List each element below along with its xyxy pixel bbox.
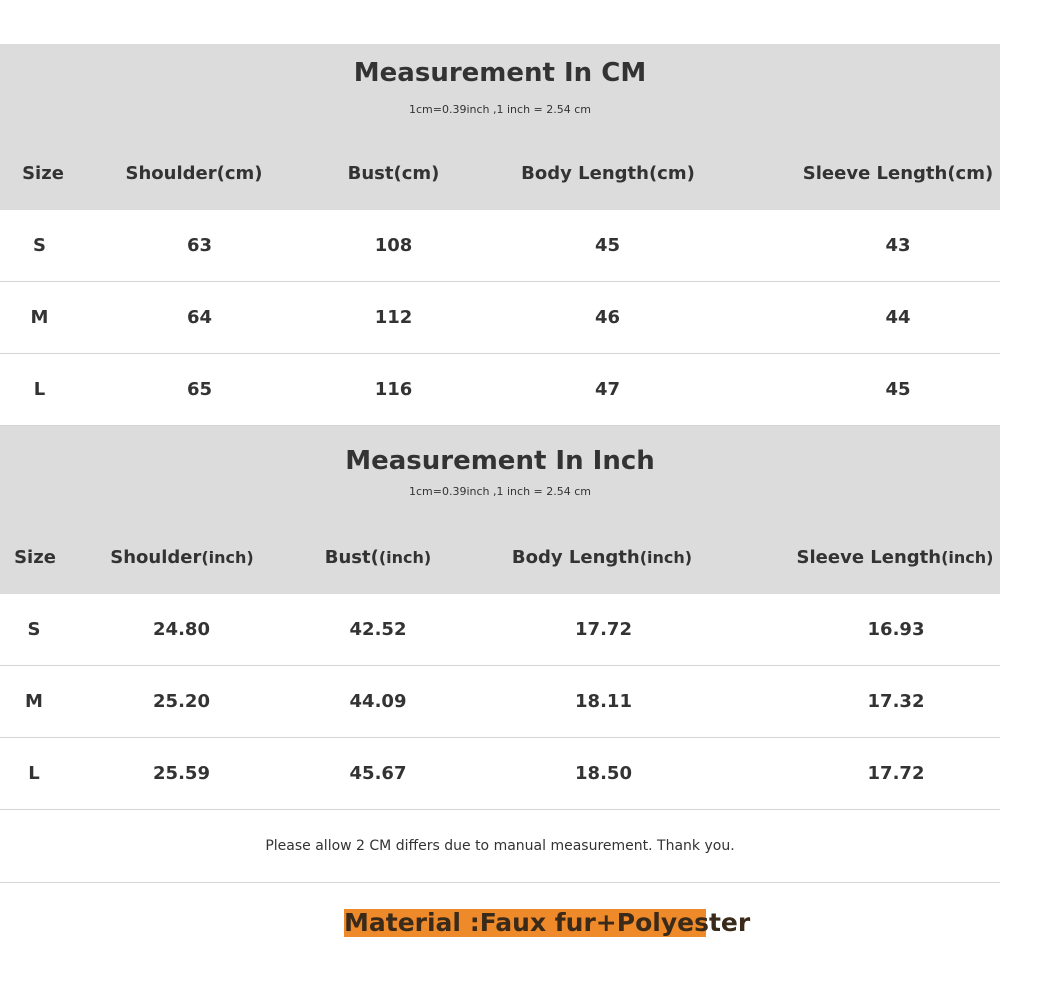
inch-header-sleeve-length-unit: (inch) — [941, 548, 994, 567]
shoulder-cell: 64 — [186, 307, 213, 328]
inch-header-bust-unit: (inch) — [378, 548, 432, 567]
cm-table-header — [0, 44, 1000, 210]
material-label: Material :Faux fur+Polyester — [344, 908, 751, 937]
body-length-cell: 17.72 — [575, 619, 632, 640]
shoulder-cell: 25.59 — [153, 763, 210, 784]
table-row — [0, 282, 1000, 354]
bust-cell: 108 — [374, 235, 413, 256]
body-length-cell: 18.11 — [575, 691, 632, 712]
table-row — [0, 210, 1000, 282]
cm-header-bust: Bust(cm) — [347, 163, 440, 184]
inch-header-sleeve-length-label: Sleeve Length — [796, 547, 942, 568]
material-row — [0, 883, 1000, 959]
inch-header-bust-label: Bust( — [324, 547, 379, 568]
bust-cell: 44.09 — [349, 691, 407, 712]
sleeve-length-cell: 17.32 — [867, 691, 925, 712]
table-row — [0, 738, 1000, 810]
size-cell: M — [30, 307, 49, 328]
size-cell: M — [25, 691, 43, 712]
bust-cell: 112 — [374, 307, 413, 328]
inch-header-body-length — [470, 538, 734, 578]
inch-header-size-label: Size — [14, 547, 56, 568]
cm-header-sleeve-length: Sleeve Length(cm) — [802, 163, 994, 184]
sleeve-length-cell: 44 — [885, 307, 911, 328]
inch-column-headers — [0, 538, 1000, 578]
cm-table-title: Measurement In CM — [353, 58, 647, 88]
table-row — [0, 354, 1000, 426]
size-chart — [0, 44, 1000, 959]
sleeve-length-cell: 43 — [885, 235, 911, 256]
cm-header-body-length: Body Length(cm) — [521, 163, 695, 184]
inch-table-body — [0, 594, 1000, 810]
bust-cell: 116 — [374, 379, 413, 400]
table-row — [0, 594, 1000, 666]
body-length-cell: 18.50 — [575, 763, 632, 784]
shoulder-cell: 63 — [186, 235, 213, 256]
size-cell: S — [27, 619, 41, 640]
table-row — [0, 666, 1000, 738]
cm-table-subtitle: 1cm=0.39inch ,1 inch = 2.54 cm — [408, 103, 591, 116]
size-cell: L — [33, 379, 46, 400]
inch-header-shoulder — [80, 538, 284, 578]
shoulder-cell: 24.80 — [153, 619, 210, 640]
shoulder-cell: 25.20 — [153, 691, 210, 712]
inch-header-body-length-unit: (inch) — [639, 548, 693, 567]
cm-header-size: Size — [22, 163, 64, 184]
measurement-note-row — [0, 810, 1000, 883]
size-cell: L — [28, 763, 40, 784]
sleeve-length-cell: 16.93 — [867, 619, 925, 640]
body-length-cell: 45 — [594, 235, 621, 256]
body-length-cell: 47 — [594, 379, 621, 400]
body-length-cell: 46 — [594, 307, 621, 328]
inch-header-bust — [295, 538, 461, 578]
inch-header-shoulder-label: Shoulder — [110, 547, 202, 568]
inch-header-sleeve-length — [790, 538, 1000, 578]
inch-header-body-length-label: Body Length — [511, 547, 640, 568]
size-cell: S — [33, 235, 46, 256]
inch-header-shoulder-unit: (inch) — [201, 548, 254, 567]
shoulder-cell: 65 — [186, 379, 213, 400]
measurement-note: Please allow 2 CM differs due to manual measurement. Thank you. — [265, 838, 735, 854]
inch-table-header — [0, 426, 1000, 594]
cm-column-headers — [0, 154, 1000, 194]
sleeve-length-cell: 45 — [885, 379, 911, 400]
inch-table-subtitle: 1cm=0.39inch ,1 inch = 2.54 cm — [408, 485, 591, 498]
cm-table-body — [0, 210, 1000, 426]
cm-header-shoulder: Shoulder(cm) — [125, 163, 263, 184]
inch-table-title: Measurement In Inch — [345, 446, 655, 476]
inch-header-size — [0, 538, 70, 578]
sleeve-length-cell: 17.72 — [867, 763, 925, 784]
bust-cell: 45.67 — [349, 763, 407, 784]
bust-cell: 42.52 — [349, 619, 407, 640]
